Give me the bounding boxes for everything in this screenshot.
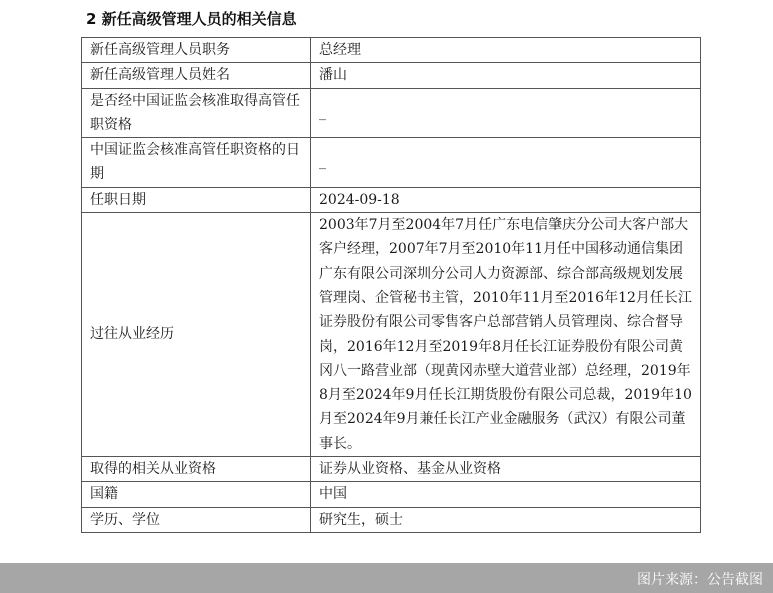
row-value-nationality: 中国 [311, 482, 701, 507]
row-label-name: 新任高级管理人员姓名 [82, 63, 311, 88]
row-label-education: 学历、学位 [82, 507, 311, 532]
row-value-start-date: 2024-09-18 [311, 187, 701, 212]
table-row-csrc-approval [82, 88, 701, 138]
table-row-nationality [82, 482, 701, 507]
row-value-position: 总经理 [311, 38, 701, 63]
section-heading: 2 新任高级管理人员的相关信息 [86, 10, 297, 28]
row-label-qualifications: 取得的相关从业资格 [82, 457, 311, 482]
row-value-csrc-approval: _ [311, 88, 701, 138]
table-row-name [82, 63, 701, 88]
row-label-start-date: 任职日期 [82, 187, 311, 212]
row-value-qualifications: 证券从业资格、基金从业资格 [311, 457, 701, 482]
table-row-work-history [82, 213, 701, 457]
row-value-name: 潘山 [311, 63, 701, 88]
table-row-approval-date [82, 138, 701, 188]
executive-info-table [81, 37, 701, 533]
row-value-approval-date: _ [311, 138, 701, 188]
row-label-position: 新任高级管理人员职务 [82, 38, 311, 63]
row-label-csrc-approval: 是否经中国证监会核准取得高管任职资格 [82, 88, 311, 138]
row-value-education: 研究生，硕士 [311, 507, 701, 532]
row-value-work-history: 2003年7月至2004年7月任广东电信肇庆分公司大客户部大客户经理，2007年7月至2010年11月任中国移动通信集团广东有限公司深圳分公司人力资源部、综合部高级规划发展管理岗、企管秘书主管，2010年11月至2016年12月任长江证券股份有限公司零售客户总部营销人员管理岗、综合督导岗，2016年12月至2019年8月任长江证券股份有限公司黄冈八一路营业部（现黄冈赤壁大道营业部）总经理，2019年8月至2024年9月任长江期货股份有限公司总裁，2019年10月至2024年9月兼任长江产业金融服务（武汉）有限公司董事长。 [311, 213, 701, 457]
table-row-qualifications [82, 457, 701, 482]
row-label-nationality: 国籍 [82, 482, 311, 507]
row-label-approval-date: 中国证监会核准高管任职资格的日期 [82, 138, 311, 188]
table-row-education [82, 507, 701, 532]
table-row-position [82, 38, 701, 63]
image-source-banner [0, 563, 773, 593]
row-label-work-history: 过往从业经历 [82, 213, 311, 457]
image-source-text: 图片来源：公告截图 [637, 572, 763, 588]
table-row-start-date [82, 187, 701, 212]
